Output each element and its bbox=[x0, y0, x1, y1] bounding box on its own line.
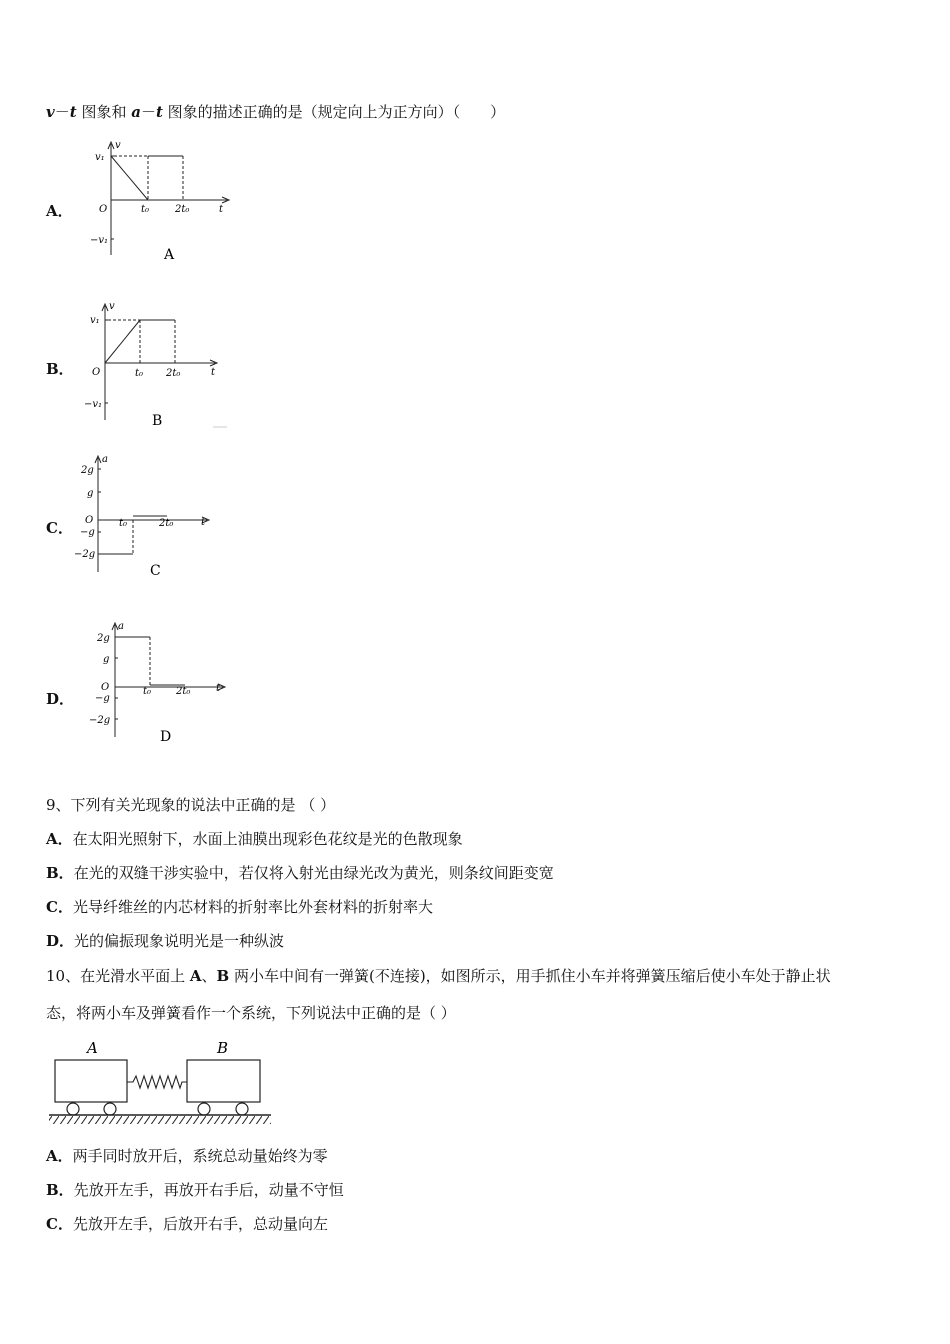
q9-option-b[interactable] bbox=[46, 863, 554, 883]
graph-b-axis-t: t bbox=[211, 367, 216, 378]
q10-option-a[interactable] bbox=[46, 1146, 328, 1166]
cart-b-wheel-left bbox=[198, 1103, 210, 1115]
q8-stem-rest: 图象的描述正确的是（规定向上为正方向）（ ） bbox=[162, 103, 506, 121]
graph-b-label-t0: t₀ bbox=[135, 368, 144, 379]
graph-a-axis-t: t bbox=[219, 204, 224, 215]
graph-b-label-2t0: 2t₀ bbox=[166, 368, 181, 379]
q8-stem bbox=[46, 102, 505, 122]
graph-c-label-neg-2g: −2g bbox=[74, 549, 96, 560]
graph-b-caption: B bbox=[152, 413, 163, 429]
q9-option-c[interactable] bbox=[46, 897, 433, 917]
ground-hatching bbox=[49, 1116, 271, 1124]
q10-option-c-letter: C． bbox=[46, 1215, 73, 1233]
graph-b-label-neg-v1: −v₁ bbox=[84, 399, 103, 410]
q8-stem-v: v bbox=[46, 103, 55, 121]
graph-c-axis-t: t bbox=[201, 517, 206, 528]
graph-c-caption: C bbox=[150, 563, 161, 579]
graph-b-origin: O bbox=[92, 367, 101, 378]
q10-option-a-text: 两手同时放开后，系统总动量始终为零 bbox=[72, 1147, 328, 1165]
spring bbox=[127, 1076, 187, 1088]
q8-stem-dash2: － bbox=[140, 103, 156, 121]
q8-stem-dash1: － bbox=[54, 103, 70, 121]
q9-option-c-text: 光导纤维丝的内芯材料的折射率比外套材料的折射率大 bbox=[72, 898, 433, 916]
q8-stem-t1: t bbox=[69, 103, 77, 121]
graph-d-axis-a: a bbox=[118, 621, 124, 632]
graph-a-caption: A bbox=[164, 247, 175, 263]
graph-a-origin: O bbox=[99, 204, 108, 215]
cart-b-body bbox=[187, 1060, 260, 1102]
q10-option-c[interactable] bbox=[46, 1214, 328, 1234]
graph-a-label-t0: t₀ bbox=[141, 204, 150, 215]
graph-b-label-v1: v₁ bbox=[90, 315, 100, 326]
q10-stem-line1 bbox=[46, 966, 831, 986]
graph-d-label-neg-g: −g bbox=[95, 693, 110, 704]
q10-option-b-text: 先放开左手，再放开右手后，动量不守恒 bbox=[73, 1181, 344, 1199]
graph-c-label-2g: 2g bbox=[81, 465, 94, 476]
graph-d-label-neg-2g: −2g bbox=[89, 715, 111, 726]
q10-stem-cart-b: B bbox=[216, 967, 230, 985]
q8-stem-a: a bbox=[131, 103, 141, 121]
graph-c-label-g: g bbox=[87, 488, 94, 499]
q9-option-d-letter: D． bbox=[46, 932, 75, 950]
q8-option-b-letter[interactable]: B． bbox=[46, 360, 74, 378]
graph-a-decline-line bbox=[111, 156, 148, 200]
graph-d-label-2t0: 2t₀ bbox=[176, 686, 191, 697]
q9-option-a-text: 在太阳光照射下，水面上油膜出现彩色花纹是光的色散现象 bbox=[72, 830, 463, 848]
q9-option-d[interactable] bbox=[46, 931, 284, 951]
graph-d-origin: O bbox=[101, 682, 110, 693]
q10-stem-line2: 态，将两小车及弹簧看作一个系统，下列说法中正确的是（ ） bbox=[46, 1004, 456, 1022]
cart-a-label: A bbox=[87, 1039, 98, 1057]
q8-option-c-letter[interactable]: C． bbox=[46, 519, 73, 537]
graph-a bbox=[85, 138, 245, 268]
graph-c bbox=[75, 450, 235, 580]
graph-b-rise-line bbox=[105, 320, 140, 363]
graph-a-axis-v: v bbox=[115, 140, 121, 151]
q10-option-c-text: 先放开左手，后放开右手，总动量向左 bbox=[72, 1215, 328, 1233]
graph-d-label-t0: t₀ bbox=[143, 686, 152, 697]
cart-b-wheel-right bbox=[236, 1103, 248, 1115]
q8-stem-mid: 图象和 bbox=[76, 103, 132, 121]
graph-c-label-neg-g: −g bbox=[80, 527, 95, 538]
q9-option-d-text: 光的偏振现象说明光是一种纵波 bbox=[74, 932, 285, 950]
q10-stem-part1: 10、在光滑水平面上 bbox=[46, 967, 190, 985]
q10-option-b[interactable] bbox=[46, 1180, 344, 1200]
q9-option-b-letter: B． bbox=[46, 864, 74, 882]
q9-option-a[interactable] bbox=[46, 829, 463, 849]
graph-c-origin: O bbox=[85, 515, 94, 526]
graph-d-label-2g: 2g bbox=[97, 633, 110, 644]
cart-a-wheel-right bbox=[104, 1103, 116, 1115]
graph-a-label-neg-v1: −v₁ bbox=[90, 235, 109, 246]
q9-stem: 9、下列有关光现象的说法中正确的是 （ ） bbox=[46, 796, 336, 814]
graph-b-axis-v: v bbox=[109, 301, 115, 312]
cart-a-wheel-left bbox=[67, 1103, 79, 1115]
cart-a-body bbox=[55, 1060, 127, 1102]
q8-option-a-letter[interactable]: A． bbox=[46, 202, 73, 220]
q9-option-b-text: 在光的双缝干涉实验中，若仅将入射光由绿光改为黄光，则条纹间距变宽 bbox=[73, 864, 554, 882]
graph-c-label-2t0: 2t₀ bbox=[159, 518, 174, 529]
q9-option-a-letter: A． bbox=[46, 830, 73, 848]
graph-c-label-t0: t₀ bbox=[119, 518, 128, 529]
graph-c-axis-a: a bbox=[102, 454, 108, 465]
q10-stem-part3: 两小车中间有一弹簧(不连接)，如图所示，用手抓住小车并将弹簧压缩后使小车处于静止状 bbox=[229, 967, 831, 985]
carts-spring-figure bbox=[45, 1036, 285, 1126]
q8-stem-t2: t bbox=[155, 103, 163, 121]
graph-d-caption: D bbox=[160, 729, 172, 745]
q8-option-d-letter[interactable]: D． bbox=[46, 690, 75, 708]
graph-d-label-g: g bbox=[103, 654, 110, 665]
q10-stem-cart-a: A bbox=[189, 967, 202, 985]
graph-d bbox=[85, 617, 245, 747]
q9-option-c-letter: C． bbox=[46, 898, 73, 916]
graph-d-axis-t: t bbox=[216, 683, 221, 694]
q10-option-a-letter: A． bbox=[46, 1147, 73, 1165]
q10-stem-part2: 、 bbox=[201, 967, 217, 985]
graph-a-label-2t0: 2t₀ bbox=[175, 204, 190, 215]
graph-a-label-v1: v₁ bbox=[95, 152, 105, 163]
q10-option-b-letter: B． bbox=[46, 1181, 74, 1199]
cart-b-label: B bbox=[217, 1039, 229, 1057]
graph-b bbox=[85, 300, 245, 430]
